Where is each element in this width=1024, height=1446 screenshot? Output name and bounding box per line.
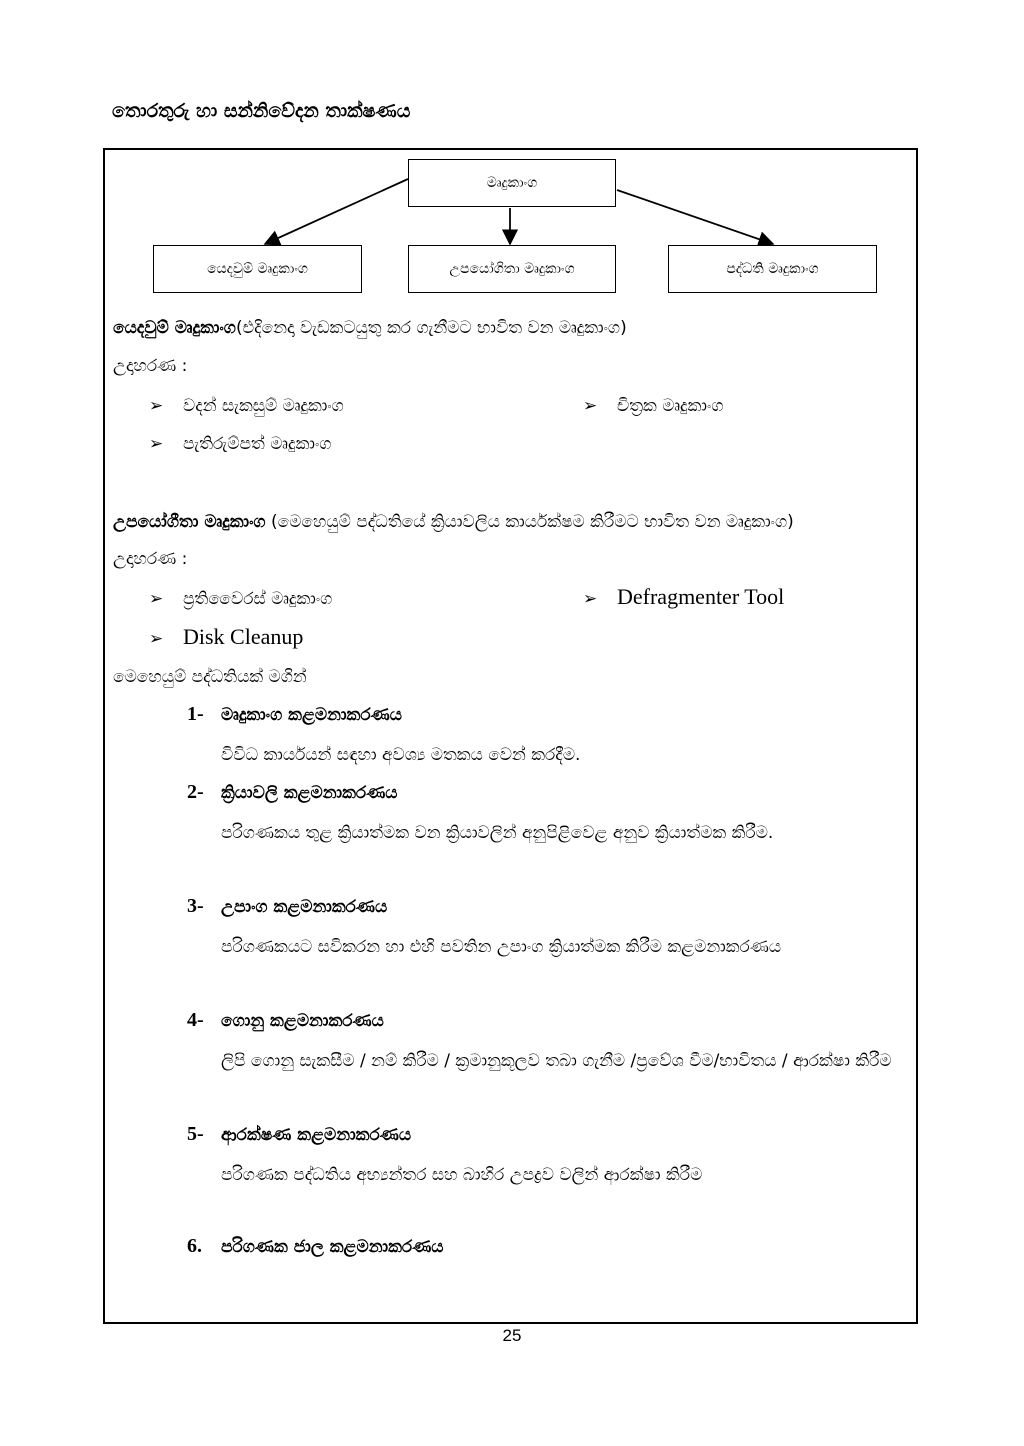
item-number: 2-	[187, 781, 204, 803]
example-text: වදන් සැකසුම් මෘදුකාංග	[183, 396, 344, 416]
list-item	[149, 394, 344, 418]
application-heading	[113, 316, 627, 340]
application-term: යෙදවුම් මෘදුකාංග	[113, 318, 236, 338]
utility-heading	[113, 510, 794, 534]
software-diagram	[105, 150, 920, 310]
arrowhead-bullet-icon: ➢	[149, 434, 164, 454]
item-title: මෘදුකාංග කළමනාකරණය	[221, 705, 402, 725]
page-header-title: තොරතුරු හා සන්නිවේදන තාක්ෂණය	[112, 100, 411, 122]
os-function-title	[187, 703, 402, 726]
item-number: 4-	[187, 1009, 204, 1031]
item-number: 1-	[187, 703, 204, 725]
arrowhead-bullet-icon: ➢	[583, 589, 598, 609]
node-system-software: පද්ධති මෘදුකාංග	[668, 245, 877, 293]
os-function-desc: පරිගණකයට සවිකරන හා එහි පවතින උපාංග ක්‍රියාත්මක කිරීම කළමනාකරණය	[221, 937, 782, 957]
example-text: Disk Cleanup	[183, 624, 304, 649]
arrowhead-bullet-icon: ➢	[149, 629, 164, 649]
os-function-title	[187, 895, 387, 918]
item-title: පරිගණක ජාල කළමනාකරණය	[221, 1237, 444, 1257]
utility-term: උපයෝගීතා මෘදුකාංග	[113, 512, 266, 532]
arrow-to-application	[265, 179, 408, 244]
node-software: මෘදුකාංග	[408, 159, 616, 207]
os-function-title	[187, 781, 398, 804]
item-number: 3-	[187, 895, 204, 917]
item-number: 5-	[187, 1123, 204, 1145]
list-item	[583, 394, 723, 418]
arrowhead-bullet-icon: ➢	[583, 396, 598, 416]
arrow-to-system	[617, 190, 773, 244]
example-text: ප්‍රතිවෛරස් මෘදුකාංග	[183, 589, 333, 609]
item-number: 6.	[187, 1235, 202, 1257]
os-function-title	[187, 1123, 411, 1146]
content-frame	[103, 148, 918, 1324]
os-function-title	[187, 1009, 384, 1032]
application-definition: (එදිනෙදා වැඩකටයුතු කර ගැනීමට භාවිත වන මෘදුකාංග)	[235, 318, 627, 338]
os-function-desc: පරිගණකය තුළ ක්‍රියාත්මක වන ක්‍රියාවලින් අනුපිළිවෙළ අනුව ක්‍රියාත්මක කිරීම.	[221, 823, 774, 843]
arrowhead-bullet-icon: ➢	[149, 396, 164, 416]
application-example-label: උදාහරණ :	[113, 356, 188, 376]
list-item	[149, 587, 332, 611]
arrowhead-bullet-icon: ➢	[149, 589, 164, 609]
os-function-desc: විවිධ කාර්යයන් සඳහා අවශ්‍ය මතකය වෙන් කරදීම.	[221, 745, 581, 765]
item-title: ක්‍රියාවලි කළමනාකරණය	[221, 783, 398, 803]
os-intro: මෙහෙයුම් පද්ධතියක් මගින්	[113, 667, 307, 687]
list-item	[583, 585, 784, 611]
utility-example-label: උදාහරණ :	[113, 549, 188, 569]
item-title: ආරක්ෂණ කළමනාකරණය	[221, 1125, 412, 1145]
example-text: Defragmenter Tool	[617, 584, 785, 609]
node-application-software: යෙදවුම් මෘදුකාංග	[153, 245, 362, 293]
item-title: ගොනු කළමනාකරණය	[221, 1011, 384, 1031]
node-utility-software: උපයෝගිතා මෘදුකාංග	[408, 245, 616, 293]
example-text: පැතිරුම්පත් මෘදුකාංග	[183, 434, 332, 454]
os-function-desc: පරිගණක පද්ධතිය අභ්‍යන්තර සහ බාහිර උපද්‍රව වලින් ආරක්ෂා කිරීම	[221, 1165, 703, 1185]
example-text: චිත්‍රක මෘදුකාංග	[617, 396, 724, 416]
page-number: 25	[502, 1326, 522, 1345]
os-function-title	[187, 1235, 444, 1258]
utility-definition: (මෙහෙයුම් පද්ධතියේ ක්‍රියාවලිය කාර්යක්ෂම කිරීමට භාවිත වන මෘදුකාංග)	[265, 512, 794, 532]
list-item	[149, 625, 303, 651]
os-function-desc: ලිපි ගොනු සැකසීම / නම් කිරීම / ක්‍රමානුකූලව තබා ගැනීම /ප්‍රවේශ වීම/භාවිතය / ආරක්ෂා කිරීම	[221, 1051, 892, 1071]
item-title: උපාංග කළමනාකරණය	[221, 897, 388, 917]
list-item	[149, 432, 331, 456]
